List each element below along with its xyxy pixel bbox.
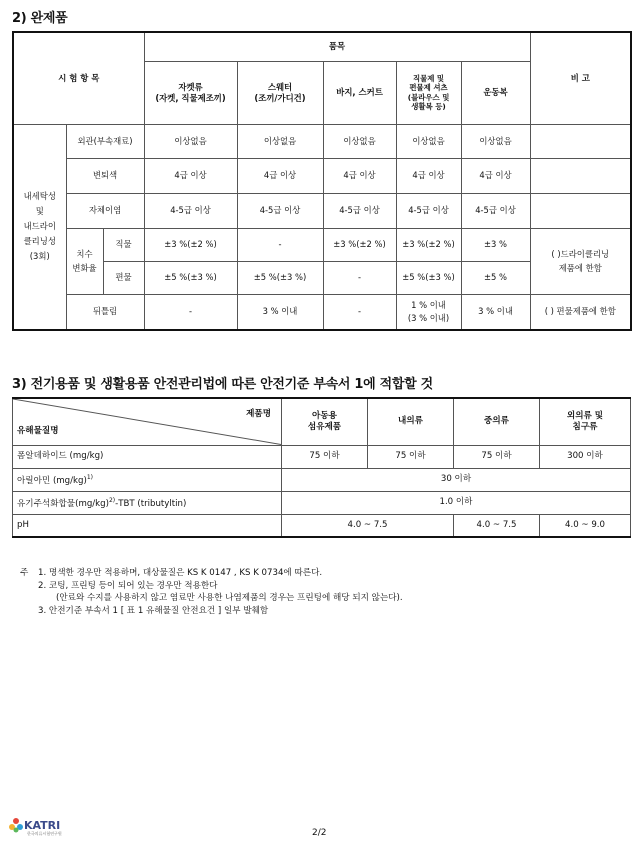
logo-icon [8, 817, 24, 833]
substance-name: pH [13, 514, 282, 537]
note-item: 1. 명색한 경우만 적용하며, 대상물질은 KS K 0147 , KS K 0734에 따른다. [38, 568, 323, 578]
cell: 이상없음 [323, 124, 396, 158]
cell: 4.0 ~ 7.5 [454, 514, 540, 537]
cell: - [144, 294, 237, 330]
cell: ±3 %(±2 %) [323, 228, 396, 261]
cell: ±3 %(±2 %) [396, 228, 461, 261]
table-row [13, 468, 631, 491]
cell: 4급 이상 [323, 158, 396, 193]
cell: 이상없음 [396, 124, 461, 158]
diagonal-line [13, 399, 281, 445]
dimension-remark: ( )드라이클리닝 제품에 한함 [530, 228, 631, 294]
cell: 75 이하 [454, 445, 540, 468]
diagonal-header [13, 398, 282, 445]
cell: 75 이하 [282, 445, 368, 468]
cell: ±5 %(±3 %) [144, 261, 237, 294]
column-header: 내의류 [368, 398, 454, 445]
section2-title: 2) 완제품 [12, 11, 68, 26]
logo-subtitle: 한국의류시험연구원 [27, 831, 62, 836]
note-item: 2. 코팅, 프린팅 등이 되어 있는 경우만 적용한다 [38, 580, 218, 591]
cell: 이상없음 [237, 124, 323, 158]
table-row [13, 445, 631, 468]
note-marker: 주 [20, 568, 29, 578]
group-label: 내세탁성 및 내드라이 클리닝성 (3회) [13, 124, 66, 330]
merged-cell: 30 이하 [282, 468, 631, 491]
cell: 1 % 이내 (3 % 이내) [396, 294, 461, 330]
cell [530, 124, 631, 158]
logo-text: KATRI [24, 818, 61, 832]
cell: - [323, 294, 396, 330]
cell: 4.0 ~ 7.5 [282, 514, 454, 537]
products-group-header: 품목 [144, 32, 530, 61]
product-header: 직물제 및 편물제 셔츠 (블라우스 및 생활복 등) [396, 61, 461, 124]
sub-item: 직물 [103, 228, 144, 261]
row-item: 변퇴색 [66, 158, 144, 193]
table-row [13, 228, 631, 261]
footnotes [20, 567, 403, 617]
cell: 4-5급 이상 [144, 193, 237, 228]
cell [530, 158, 631, 193]
cell: 3 % 이내 [461, 294, 530, 330]
column-header: 아동용 섬유제품 [282, 398, 368, 445]
cell: 4-5급 이상 [323, 193, 396, 228]
product-header: 바지, 스커트 [323, 61, 396, 124]
cell: 4급 이상 [144, 158, 237, 193]
cell: 4급 이상 [461, 158, 530, 193]
cell: 이상없음 [144, 124, 237, 158]
table-row [13, 514, 631, 537]
cell: - [237, 228, 323, 261]
cell: ±5 %(±3 %) [237, 261, 323, 294]
row-item: 자체이염 [66, 193, 144, 228]
cell: 4-5급 이상 [396, 193, 461, 228]
product-header: 운동복 [461, 61, 530, 124]
katri-logo [8, 817, 62, 836]
merged-cell: 1.0 이하 [282, 491, 631, 514]
cell: ±3 %(±2 %) [144, 228, 237, 261]
dimension-label: 치수 변화율 [66, 228, 103, 294]
remarks-header: 비 고 [530, 32, 631, 124]
cell: 3 % 이내 [237, 294, 323, 330]
cell: ±5 %(±3 %) [396, 261, 461, 294]
product-header: 자켓류 (자켓, 직물제조끼) [144, 61, 237, 124]
substance-name: 아릴아민 $(mg/kg)^{1)}$ [13, 468, 282, 491]
cell: 4-5급 이상 [237, 193, 323, 228]
test-items-header: 시 험 항 목 [13, 32, 144, 124]
column-header: 외의류 및 침구류 [540, 398, 631, 445]
section3-title: 3) 전기용품 및 생활용품 안전관리법에 따른 안전기준 부속서 1에 적합할 것 [12, 377, 433, 392]
cell: 이상없음 [461, 124, 530, 158]
substance-name: 유기주석화합물$(mg/kg)^{2)}$-TBT (tributyltin) [13, 491, 282, 514]
cell: 4.0 ~ 9.0 [540, 514, 631, 537]
cell: 4급 이상 [396, 158, 461, 193]
row-item: 외관(부속재료) [66, 124, 144, 158]
table-row [13, 124, 631, 158]
note-item: 3. 안전기준 부속서 1 [ 표 1 유해물질 안전요건 ] 일부 발췌함 [38, 605, 269, 616]
table-row [13, 193, 631, 228]
table-row [13, 158, 631, 193]
cell: 4급 이상 [237, 158, 323, 193]
column-header: 중의류 [454, 398, 540, 445]
cell: - [323, 261, 396, 294]
product-header: 스웨터 (조끼/가디건) [237, 61, 323, 124]
cell: ±5 % [461, 261, 530, 294]
cell [530, 193, 631, 228]
table-row [13, 294, 631, 330]
page-number: 2/2 [312, 828, 327, 838]
substance-name: 폼알데하이드 (mg/kg) [13, 445, 282, 468]
cell: ( ) 편물제품에 한함 [530, 294, 631, 330]
hazard-name-label: 유해물질명 [17, 425, 59, 436]
cell: 4-5급 이상 [461, 193, 530, 228]
hazard-substance-table [12, 397, 631, 538]
cell: ±3 % [461, 228, 530, 261]
sub-item: 편물 [103, 261, 144, 294]
finished-products-table [12, 31, 632, 331]
table-row [13, 491, 631, 514]
row-item: 뒤틀림 [66, 294, 144, 330]
note-item: (안료와 수지를 사용하지 않고 염료만 사용한 나염제품의 경우는 프린팅에 해당 되지 않는다). [56, 593, 403, 604]
product-name-label: 제품명 [246, 409, 271, 419]
cell: 300 이하 [540, 445, 631, 468]
cell: 75 이하 [368, 445, 454, 468]
